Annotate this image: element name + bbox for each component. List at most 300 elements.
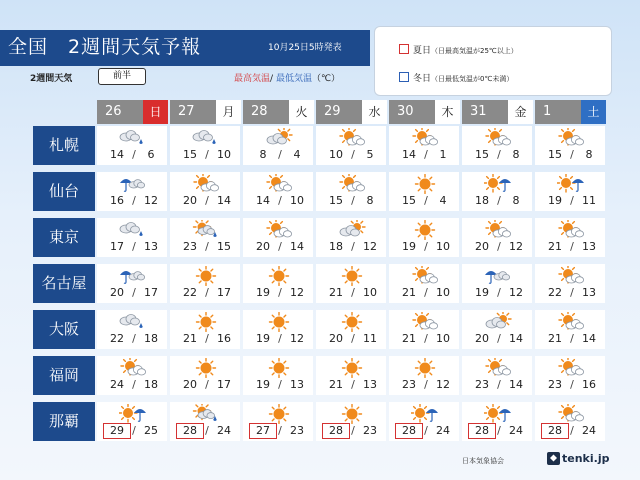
day-weekday: 木 (435, 100, 460, 124)
max-temp: 15 (329, 194, 343, 207)
day-date: 28 (243, 100, 289, 124)
day-date: 31 (462, 100, 508, 124)
winter-label: 冬日 (413, 74, 432, 84)
temp-separator: / (351, 194, 355, 207)
temp-separator: / (205, 194, 209, 207)
cloud-shape (193, 131, 213, 142)
sun-ray (196, 221, 198, 223)
sun-disc (274, 317, 285, 328)
summer-marker-icon (399, 44, 409, 54)
day-weekday: 土 (581, 100, 606, 124)
temp-separator: / (570, 424, 574, 437)
min-temp: 17 (217, 286, 231, 299)
sun-ray (284, 281, 286, 283)
min-temp: 23 (363, 424, 377, 437)
sun-ray (343, 187, 345, 189)
sun-ray (122, 418, 124, 420)
sun-umbrella-icon (119, 404, 147, 424)
legend-panel (374, 26, 612, 96)
max-temp: 28 (468, 423, 496, 439)
forecast-cell (243, 172, 313, 211)
sun-ray (211, 315, 213, 317)
forecast-cell (316, 402, 386, 441)
cloud-puff (502, 139, 510, 145)
min-temp: 10 (436, 240, 450, 253)
sun-cloud-icon (265, 174, 293, 194)
cloud-puff (356, 185, 364, 191)
sun-ray (562, 222, 564, 224)
min-temp: 6 (147, 148, 155, 161)
sun-ray (573, 406, 575, 408)
brand-name: tenki.jp (562, 452, 610, 465)
max-temp: 19 (256, 332, 270, 345)
temp-separator: / (570, 286, 574, 299)
sun-disc (488, 408, 498, 418)
temp-separator: / (424, 194, 428, 207)
min-temp: 4 (293, 148, 301, 161)
umbrella-cloud-icon (119, 174, 147, 194)
cloud-puff (137, 182, 144, 188)
rain-drop (139, 231, 143, 236)
max-temp: 10 (329, 148, 343, 161)
max-temp: 17 (110, 240, 124, 253)
forecast-cell (97, 172, 167, 211)
min-temp: 10 (436, 332, 450, 345)
max-temp: 19 (475, 286, 489, 299)
max-temp: 14 (402, 148, 416, 161)
min-temp: 13 (144, 240, 158, 253)
temp-separator: / (278, 240, 282, 253)
sun-ray (430, 361, 432, 363)
sun-ray (418, 361, 420, 363)
city-label: 名古屋 (33, 264, 95, 303)
temp-separator: / (205, 286, 209, 299)
min-temp: 13 (363, 378, 377, 391)
sun-icon (338, 404, 366, 424)
max-temp: 28 (541, 423, 569, 439)
cloud-shape (120, 315, 140, 326)
sun-cloud-icon (338, 174, 366, 194)
forecast-cell (389, 310, 459, 349)
sun-ray (199, 315, 201, 317)
min-temp: 15 (217, 240, 231, 253)
sun-ray (507, 313, 509, 315)
temp-separator: / (424, 332, 428, 345)
max-temp: 20 (329, 332, 343, 345)
cloud-rain-icon (119, 312, 147, 332)
sun-ray (284, 361, 286, 363)
forecast-cell (170, 172, 240, 211)
period-badge: 前半 (98, 68, 146, 85)
forecast-cell (462, 172, 532, 211)
sun-ray (272, 269, 274, 271)
temp-separator: / (132, 332, 136, 345)
max-temp: 8 (259, 148, 267, 161)
sun-ray (427, 130, 429, 132)
sun-ray (345, 281, 347, 283)
temp-separator: / (351, 148, 355, 161)
umbrella-canopy (499, 179, 511, 183)
sun-ray (133, 407, 135, 409)
min-temp: 24 (217, 424, 231, 437)
forecast-cell (316, 356, 386, 395)
forecast-cell (97, 126, 167, 165)
sun-umbrella-icon (411, 404, 439, 424)
temp-separator: / (278, 332, 282, 345)
sun-cloud-icon (557, 404, 585, 424)
forecast-cell (316, 218, 386, 257)
day-date: 30 (389, 100, 435, 124)
forecast-cell (316, 310, 386, 349)
sun-icon (192, 266, 220, 286)
day-weekday: 日 (143, 100, 168, 124)
umbrella-handle (138, 413, 140, 421)
forecast-cell (389, 264, 459, 303)
max-temp: 19 (548, 194, 562, 207)
sun-ray (497, 313, 499, 315)
sun-icon (265, 404, 293, 424)
sun-disc (347, 317, 358, 328)
forecast-cell (389, 126, 459, 165)
temp-separator: / (205, 240, 209, 253)
min-temp: 24 (509, 424, 523, 437)
sun-ray (133, 418, 135, 420)
temp-unit-label: （℃） (311, 74, 341, 84)
sun-ray (416, 130, 418, 132)
forecast-cell (170, 264, 240, 303)
forecast-cell (316, 172, 386, 211)
min-temp: 24 (582, 424, 596, 437)
min-temp: 14 (509, 378, 523, 391)
sun-ray (211, 373, 213, 375)
sun-ray (281, 176, 283, 178)
cloud-puff (210, 185, 218, 191)
cloud-puff (204, 134, 213, 141)
cloud-puff (278, 137, 287, 144)
cloud-puff (575, 139, 583, 145)
sun-ray (414, 407, 416, 409)
max-temp: 15 (183, 148, 197, 161)
sun-ray (270, 233, 272, 235)
sun-ray (351, 221, 353, 223)
source-credit: 日本気象協会 (462, 457, 504, 465)
cloud-puff (575, 415, 583, 421)
sun-disc (420, 363, 431, 374)
sun-ray (199, 281, 201, 283)
max-temp: 27 (249, 423, 277, 439)
temp-separator: / (132, 148, 136, 161)
max-temp: 22 (183, 286, 197, 299)
cloud-puff (207, 413, 215, 419)
cloud-puff (429, 139, 437, 145)
forecast-cell (170, 402, 240, 441)
sun-ray (489, 130, 491, 132)
min-temp: 8 (585, 148, 593, 161)
sun-ray (573, 360, 575, 362)
forecast-cell (389, 402, 459, 441)
forecast-cell (170, 218, 240, 257)
sun-ray (357, 281, 359, 283)
min-temp: 12 (509, 286, 523, 299)
sun-umbrella-icon (484, 174, 512, 194)
min-temp: 10 (436, 286, 450, 299)
umbrella-handle (489, 275, 491, 283)
sun-ray (418, 373, 420, 375)
sun-ray (498, 188, 500, 190)
min-temp: 18 (144, 378, 158, 391)
winter-marker-icon (399, 72, 409, 82)
sun-umbrella-icon (557, 174, 585, 194)
cloud-shape (129, 180, 145, 188)
temp-separator: / (205, 378, 209, 391)
max-temp: 21 (548, 332, 562, 345)
cloud-puff (351, 229, 360, 236)
forecast-cell (316, 126, 386, 165)
temp-separator: / (205, 424, 209, 437)
temp-separator: / (278, 148, 282, 161)
sun-ray (357, 269, 359, 271)
temp-separator: / (497, 148, 501, 161)
sun-disc (274, 409, 285, 420)
forecast-cell (535, 172, 605, 211)
temp-separator: / (351, 378, 355, 391)
sun-ray (425, 418, 427, 420)
sun-cloud-icon (484, 128, 512, 148)
sun-ray (211, 281, 213, 283)
sun-icon (192, 312, 220, 332)
max-temp: 14 (256, 194, 270, 207)
min-temp: 12 (290, 286, 304, 299)
sun-ray (211, 327, 213, 329)
sun-ray (416, 268, 418, 270)
sun-disc (420, 225, 431, 236)
sun-ray (361, 221, 363, 223)
max-temp: 23 (475, 378, 489, 391)
day-weekday: 水 (362, 100, 387, 124)
sun-ray (272, 315, 274, 317)
sun-ray (354, 176, 356, 178)
sun-cloud-icon (338, 128, 366, 148)
city-label: 那覇 (33, 402, 95, 441)
forecast-cell (243, 356, 313, 395)
umbrella-handle (430, 413, 432, 421)
sun-ray (562, 417, 564, 419)
sun-ray (560, 177, 562, 179)
temp-separator: / (351, 332, 355, 345)
temp-separator: / (132, 378, 136, 391)
sun-ray (354, 130, 356, 132)
temp-separator: / (205, 332, 209, 345)
city-label: 札幌 (33, 126, 95, 165)
sun-ray (560, 188, 562, 190)
cloud-puff (575, 231, 583, 237)
sun-ray (418, 223, 420, 225)
cloud-puff (497, 321, 506, 328)
forecast-cell (170, 356, 240, 395)
legend-summer (413, 43, 518, 56)
max-temp: 18 (329, 240, 343, 253)
temp-separator: / (424, 148, 428, 161)
min-temp: 18 (144, 332, 158, 345)
forecast-cell (535, 264, 605, 303)
sun-ray (357, 373, 359, 375)
sun-ray (489, 360, 491, 362)
sun-disc (561, 178, 571, 188)
sun-ray (430, 223, 432, 225)
cloud-puff (575, 369, 583, 375)
temp-separator: / (205, 148, 209, 161)
min-temp: 10 (217, 148, 231, 161)
max-temp: 23 (548, 378, 562, 391)
sun-disc (274, 271, 285, 282)
cloud-sun-icon (338, 220, 366, 240)
sun-ray (487, 407, 489, 409)
max-temp: 15 (548, 148, 562, 161)
city-label: 仙台 (33, 172, 95, 211)
min-temp: 4 (439, 194, 447, 207)
sun-ray (124, 360, 126, 362)
max-temp: 14 (110, 148, 124, 161)
sun-ray (416, 279, 418, 281)
forecast-cell (389, 356, 459, 395)
sun-ray (498, 407, 500, 409)
issued-time: 10月25日5時発表 (268, 43, 342, 53)
sun-ray (573, 130, 575, 132)
sun-cloud-icon (557, 266, 585, 286)
sun-ray (206, 221, 208, 223)
rain-drop (212, 139, 216, 144)
min-temp: 16 (582, 378, 596, 391)
sun-disc (347, 271, 358, 282)
temp-separator: / (497, 240, 501, 253)
max-temp: 28 (395, 423, 423, 439)
sun-ray (284, 315, 286, 317)
cloud-puff (356, 139, 364, 145)
sun-icon (192, 358, 220, 378)
forecast-cell (243, 126, 313, 165)
sun-ray (430, 177, 432, 179)
umbrella-canopy (134, 409, 146, 413)
min-temp: 25 (144, 424, 158, 437)
sun-ray (487, 418, 489, 420)
cloud-shape (129, 272, 145, 280)
sun-ray (414, 418, 416, 420)
sun-ray (343, 141, 345, 143)
temp-separator: / (570, 240, 574, 253)
max-temp: 21 (402, 286, 416, 299)
max-temp-label: 最高気温 (234, 74, 271, 84)
cloud-rain-icon (192, 128, 220, 148)
min-temp: 17 (217, 378, 231, 391)
sun-ray (562, 130, 564, 132)
winter-note: （日最低気温が0℃未満） (431, 75, 514, 83)
sun-ray (500, 360, 502, 362)
forecast-cell (462, 402, 532, 441)
day-weekday: 火 (289, 100, 314, 124)
max-temp: 22 (548, 286, 562, 299)
forecast-cell (535, 402, 605, 441)
temp-separator: / (497, 424, 501, 437)
cloud-puff (283, 185, 291, 191)
forecast-cell (462, 356, 532, 395)
cloud-puff (429, 277, 437, 283)
sun-ray (199, 327, 201, 329)
legend-winter (413, 71, 513, 84)
temperature-legend (234, 71, 340, 84)
forecast-cell (389, 218, 459, 257)
sun-ray (135, 360, 137, 362)
sun-ray (345, 373, 347, 375)
sun-ray (345, 315, 347, 317)
sun-ray (272, 419, 274, 421)
day-date: 27 (170, 100, 216, 124)
min-temp-label: 最低気温 (275, 74, 312, 84)
forecast-cell (462, 264, 532, 303)
temp-separator: / (278, 286, 282, 299)
sun-ray (489, 371, 491, 373)
sun-ray (498, 177, 500, 179)
min-temp: 8 (512, 148, 520, 161)
sun-ray (343, 176, 345, 178)
sun-icon (411, 358, 439, 378)
sun-ray (272, 327, 274, 329)
max-temp: 20 (183, 194, 197, 207)
page-title: 全国 2週間天気予報 (8, 36, 202, 58)
sun-ray (197, 187, 199, 189)
umbrella-handle (124, 275, 126, 283)
cloud-puff (575, 277, 583, 283)
min-temp: 11 (582, 194, 596, 207)
forecast-cell (97, 310, 167, 349)
cloud-shape (120, 223, 140, 234)
temp-separator: / (497, 194, 501, 207)
umbrella-handle (124, 183, 126, 191)
sun-ray (500, 222, 502, 224)
temp-legend-separator: / (270, 74, 274, 84)
sun-ray (418, 177, 420, 179)
sun-ray (281, 222, 283, 224)
max-temp: 21 (402, 332, 416, 345)
sun-ray (427, 268, 429, 270)
sun-ray (272, 281, 274, 283)
forecast-cell (462, 310, 532, 349)
min-temp: 10 (290, 194, 304, 207)
sun-ray (573, 268, 575, 270)
forecast-cell (243, 402, 313, 441)
max-temp: 23 (402, 378, 416, 391)
sun-icon (265, 312, 293, 332)
max-temp: 20 (475, 240, 489, 253)
sun-ray (573, 222, 575, 224)
forecast-cell (170, 126, 240, 165)
umbrella-canopy (572, 179, 584, 183)
sun-icon (411, 174, 439, 194)
day-date: 1 (535, 100, 581, 124)
umbrella-cloud-icon (119, 266, 147, 286)
min-temp: 5 (366, 148, 374, 161)
sun-ray (124, 371, 126, 373)
min-temp: 12 (509, 240, 523, 253)
forecast-cell (389, 172, 459, 211)
forecast-cell (535, 310, 605, 349)
temp-separator: / (570, 148, 574, 161)
sun-ray (357, 407, 359, 409)
temp-separator: / (132, 240, 136, 253)
sun-ray (562, 360, 564, 362)
cloud-puff (131, 134, 140, 141)
max-temp: 19 (256, 378, 270, 391)
sun-ray (489, 233, 491, 235)
